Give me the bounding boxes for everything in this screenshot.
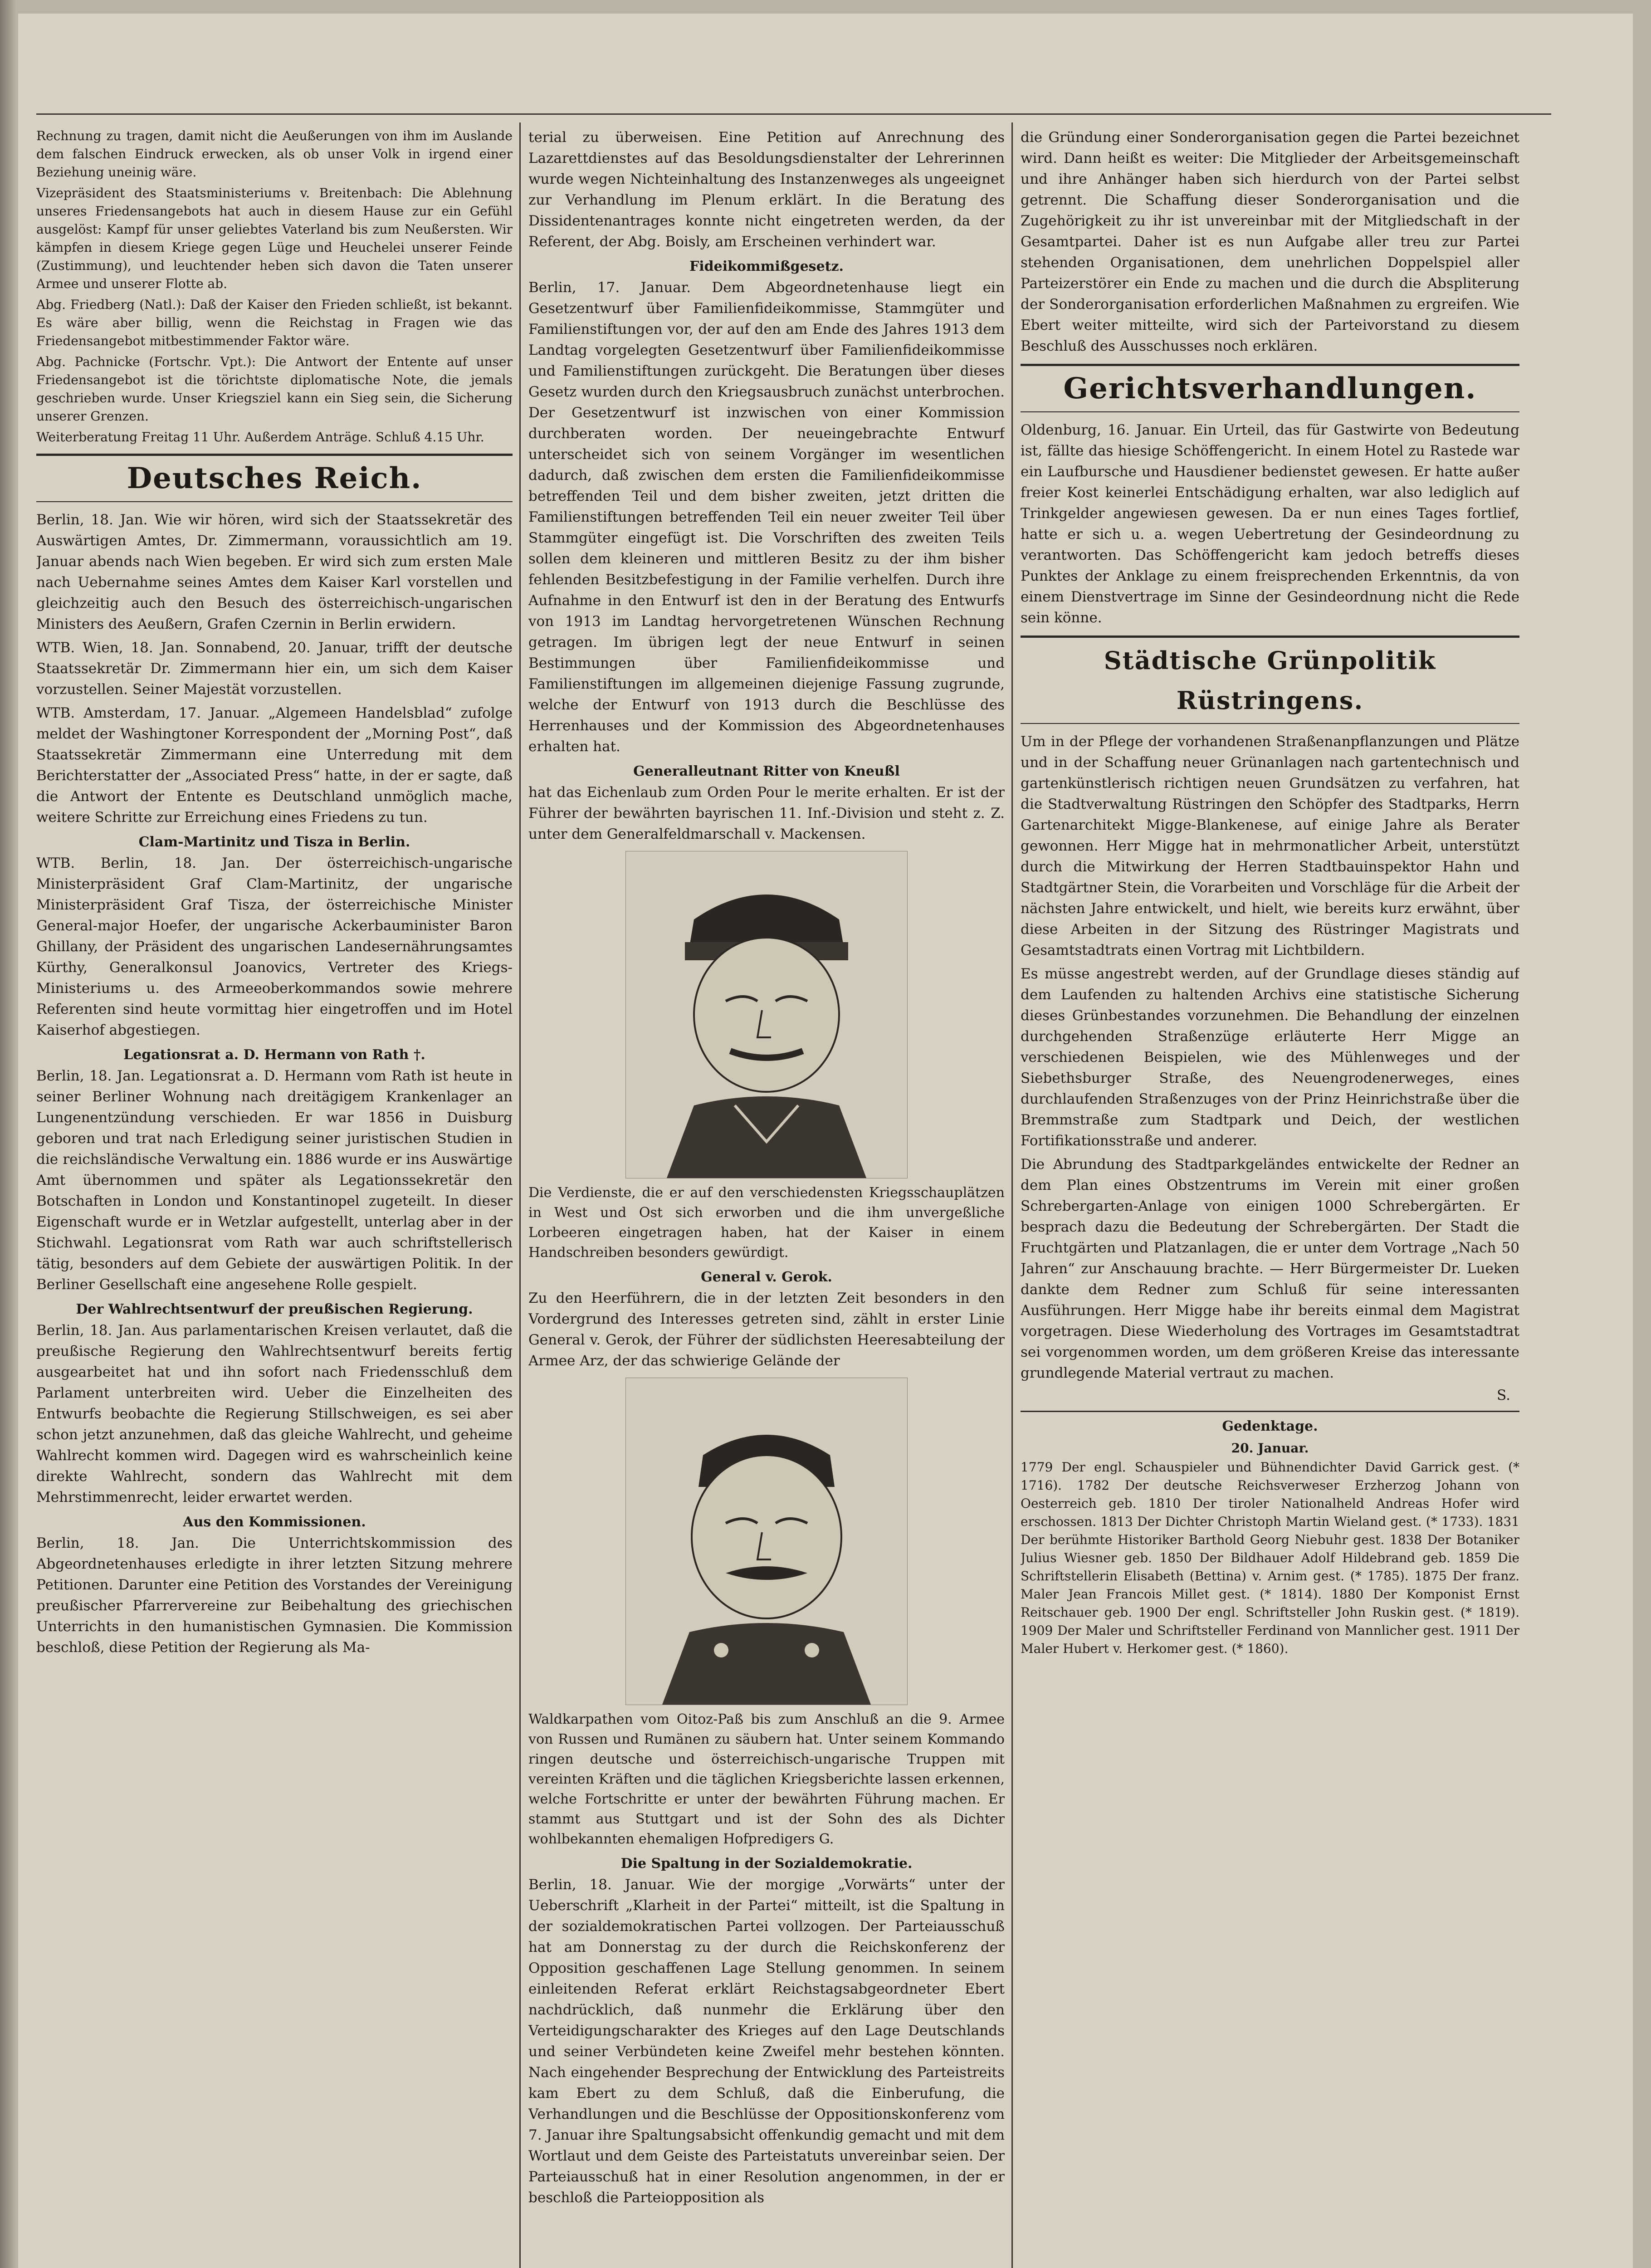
intro-paragraph: Abg. Friedberg (Natl.): Daß der Kaiser den Frieden schließt, ist bekannt. Es wäre aber billig, wenn die Reichstag in Fragen wie das Friedensangebot mitbestimmender Faktor wäre.	[36, 297, 513, 348]
gedenktage-date: 20. Januar.	[1231, 1441, 1309, 1456]
column-3	[1021, 127, 1519, 2268]
section-title-gruenpolitik: Städtische Grünpolitik Rüstringens.	[1104, 646, 1436, 715]
headline-spaltung: Die Spaltung in der Sozialdemokratie.	[620, 1856, 913, 1872]
section-rule	[1021, 364, 1519, 366]
caption-gerok: Waldkarpathen vom Oitoz-Paß bis zum Anschluß an die 9. Armee von Russen und Rumänen zu säubern hat. Unter seinem Kommando ringen deutsche und österreichisch-ungarische Truppen mit vereinten Kräften und die täglichen Kriegsberichte lassen erkennen, welche Fortschritte er unter der bewährten Führung machen. Er stammt aus Stuttgart und ist der Sohn des als Dichter wohlbekannten ehemaligen Hofpredigers G.	[528, 1711, 1005, 1847]
column-rule-2	[1011, 122, 1013, 2268]
portrait-kneussl-illustration	[625, 851, 908, 1178]
article-gericht: Oldenburg, 16. Januar. Ein Urteil, das für Gastwirte von Bedeutung ist, fällte das hiesige Schöffengericht. In einem Hotel zu Rastede war ein Laufbursche und Hausdiener bedienstet gewesen. Er hatte außer freier Kost keinerlei Entschädigung erhalten, war also lediglich auf Trinkgelder angewiesen gewesen. Da er nun eines Tages fortlief, hatte er sich u. a. wegen Uebertretung der Gesindeordnung zu verantworten. Das Schöffengericht kam jedoch betreffs dieses Punktes der Anklage zu einem freisprechenden Erkenntnis, da von einem Dienstvertrage im Sinne der Gesindeordnung nicht die Rede sein könne.	[1021, 422, 1519, 626]
headline-gerok: General v. Gerok.	[701, 1269, 832, 1285]
section-rule	[1021, 1411, 1519, 1412]
article-gruen-paragraph: Um in der Pflege der vorhandenen Straßenanpflanzungen und Plätze und in der Schaffung neuer Grünanlagen nach gartentechnisch und gartenkünstlerisch richtigen neuen Grundsätzen zu verfahren, hat die Stadtverwaltung Rüstringen den Schöpfer des Stadtparks, Herrn Gartenarchitekt Migge-Blankenese, auf einige Jahre als Berater gewonnen. Herr Migge hat in mehrmonatlicher Arbeit, unterstützt durch die Mitwirkung der Herren Stadtbauinspektor Hahn und Stadtgärtner Stein, die Vorarbeiten und Vorschläge für die Arbeit der nächsten Jahre entwickelt, und hielt, wie bereits kurz erwähnt, über diese Arbeiten in der Sitzung des Rüstringer Magistrats und Gesamtstadtrats einen Vortrag mit Lichtbildern.	[1021, 733, 1519, 958]
article-kommissionen: Berlin, 18. Jan. Die Unterrichtskommission des Abgeordnetenhauses erledigte in ihrer letzten Sitzung mehrere Petitionen. Darunter eine Petition des Vorstandes der Vereinigung preußischer Pfarrervereine zur Beibehaltung des griechischen Unterrichts in den humanistischen Gymnasien. Die Kommission beschloß, diese Petition der Regierung als Ma-	[36, 1535, 513, 1656]
article-fideikommiss: Berlin, 17. Januar. Dem Abgeordnetenhause liegt ein Gesetzentwurf über Familienfideikommisse, Stammgüter und Familienstiftungen vor, der auf den am Ende des Jahres 1913 dem Landtag vorgelegten Gesetzentwurf über Familienfideikommisse und Familienstiftungen zurückgeht. Die Beratungen über dieses Gesetz wurden durch den Kriegsausbruch zunächst unterbrochen. Der Gesetzentwurf ist inzwischen von einer Kommission durchberaten worden. Der neueingebrachte Entwurf unterscheidet sich von seinem Vorgänger im wesentlichen dadurch, daß zwischen dem ersten die Familienfideikommisse betreffenden Teil und dem bisher zweiten, jetzt dritten die Familienstiftungen betreffenden Teil ein neuer zweiter Teil über Stammgüter eingefügt ist. Die Vorschriften des zweiten Teils sollen dem kleineren und mittleren Besitz zu der ihm bisher fehlenden Besitzbefestigung in der Familie verhelfen. Durch ihre Aufnahme in den Entwurf ist den in der Beratung des Entwurfs von 1913 im Landtag hervorgetretenen Wünschen Rechnung getragen. Im übrigen legt der neue Entwurf in seinen Bestimmungen über Familienfideikommisse und Familienstiftungen im allgemeinen diejenige Fassung zugrunde, welche der Entwurf von 1913 durch die Beschlüsse des Herrenhauses und der Kommission des Abgeordnetenhauses erhalten hat.	[528, 279, 1005, 755]
intro-paragraph: Rechnung zu tragen, damit nicht die Aeußerungen von ihm im Auslande dem falschen Eindruck erwecken, als ob unser Volk in irgend einer Beziehung uneinig wäre.	[36, 128, 513, 180]
headline-fideikommiss: Fideikommißgesetz.	[689, 259, 844, 274]
portrait-gerok-illustration	[625, 1378, 908, 1705]
article-gruen-paragraph: Die Abrundung des Stadtparkgeländes entwickelte der Redner an dem Plan eines Obstzentrums im Verein mit einer großen Schrebergarten-Anlage von einigen 1000 Schrebergärten. Er besprach dazu die Bedeutung der Schrebergärten. Der Stadt die Fruchtgärten und Platzanlagen, die er unter dem Vortrage „Nach 50 Jahren“ zur Anschauung brachte. — Herr Bürgermeister Dr. Lueken dankte dem Redner zum Schluß für seine interessanten Ausführungen. Herr Migge habe ihr bereits einmal dem Magistrat vorgetragen. Diese Wiederholung des Vortrages im Gesamtstadtrat sei vorgenommen worden, um dem größeren Kreise das interessante grundlegende Material vertraut zu machen.	[1021, 1156, 1519, 1381]
article-berlin: Berlin, 18. Jan. Wie wir hören, wird sich der Staatssekretär des Auswärtigen Amtes, Dr. Zimmermann, voraussichtlich am 19. Januar abends nach Wien begeben. Er wird sich zum ersten Male nach Uebernahme seines Amtes dem Kaiser Karl vorstellen und gleichzeitig auch den Besuch des österreichisch-ungarischen Ministers des Aeußern, Grafen Czernin in Berlin erwidern.	[36, 512, 513, 632]
gedenktage-list: 1779 Der engl. Schauspieler und Bühnendichter David Garrick gest. (* 1716). 1782 Der deutsche Reichsverweser Erzherzog Johann von Oesterreich geb. 1810 Der tiroler Nationalheld Andreas Hofer wird erschossen. 1813 Der Dichter Christoph Martin Wieland gest. (* 1733). 1831 Der berühmte Historiker Barthold Georg Niebuhr gest. 1838 Der Botaniker Julius Wiesner geb. 1850 Der Bildhauer Adolf Hildebrand geb. 1859 Die Schriftstellerin Elisabeth (Bettina) v. Arnim gest. (* 1785). 1875 Der franz. Maler Jean Francois Millet gest. (* 1814). 1880 Der Komponist Ernst Reitschauer geb. 1900 Der engl. Schriftsteller John Ruskin gest. (* 1819). 1909 Der Maler und Schriftsteller Ferdinand von Mannlicher gest. 1911 Der Maler Hubert v. Herkomer gest. (* 1860).	[1021, 1460, 1519, 1656]
caption-kneussl: Die Verdienste, die er auf den verschiedensten Kriegsschauplätzen in West und Ost sich erworben und die ihm unvergeßliche Lorbeeren eingetragen haben, hat der Kaiser in einem Handschreiben besonders gewürdigt.	[528, 1185, 1005, 1261]
section-rule	[36, 454, 513, 456]
column-1	[36, 127, 513, 2268]
article-wtb-amsterdam: WTB. Amsterdam, 17. Januar. „Algemeen Handelsblad“ zufolge meldet der Washingtoner Korrespondent der „Morning Post“, daß Staatssekretär Zimmermann eine Unterredung mit dem Berichterstatter der „Associated Press“ hatte, in der er sagte, daß die Antwort der Entente es Deutschland unmöglich mache, weitere Schritte zur Erreichung eines Friedens zu tun.	[36, 705, 513, 826]
article-signature: S.	[1497, 1387, 1510, 1403]
article-wtb-wien: WTB. Wien, 18. Jan. Sonnabend, 20. Januar, trifft der deutsche Staatssekretär Dr. Zimmermann hier ein, um sich dem Kaiser vorzustellen. Seiner Majestät vorzustellen.	[36, 640, 513, 698]
article-clam-martinitz: WTB. Berlin, 18. Jan. Der österreichisch-ungarische Ministerpräsident Graf Clam-Martinitz, der ungarische Ministerpräsident Graf Tisza, der österreichische Minister General-major Hoefer, der ungarische Ackerbauminister Baron Ghillany, der Präsident des ungarischen Landesernährungsamtes Kürthy, Generalkonsul Joanovics, Vertreter des Kriegs-Ministeriums u. des Armeeoberkommandos sowie mehrere Referenten sind heute vormittag hier eingetroffen und im Hotel Kaiserhof abgestiegen.	[36, 855, 513, 1038]
section-title-deutsches-reich: Deutsches Reich.	[127, 461, 422, 495]
article-rath: Berlin, 18. Jan. Legationsrat a. D. Hermann vom Rath ist heute in seiner Berliner Wohnung nach dreitägigem Krankenlager an Lungenentzündung verschieden. Er war 1856 in Duisburg geboren und trat nach Erledigung seiner juristischen Studien in die reichsländische Verwaltung ein. 1886 wurde er ins Auswärtige Amt übernommen und später als Legationssekretär den Botschaften in London und Konstantinopel zugeteilt. In dieser Eigenschaft wurde er in Wetzlar aufgestellt, unterlag aber in der Stichwahl. Legationsrat vom Rath war auch schriftstellerisch tätig, besonders auf dem Gebiete der auswärtigen Politik. In der Berliner Gesellschaft eine angesehene Rolle gespielt.	[36, 1068, 513, 1293]
top-rule	[36, 113, 1551, 115]
intro-paragraph: Abg. Pachnicke (Fortschr. Vpt.): Die Antwort der Entente auf unser Friedensangebot ist die törichtste diplomatische Note, die jemals geschrieben wurde. Unser Kriegsziel kann ein Sieg sein, die Sicherung unserer Grenzen.	[36, 354, 513, 424]
section-title-gerichtsverhandlungen: Gerichtsverhandlungen.	[1063, 371, 1477, 406]
intro-paragraph: Weiterberatung Freitag 11 Uhr. Außerdem Anträge. Schluß 4.15 Uhr.	[36, 430, 484, 445]
article-gerok: Zu den Heerführern, die in der letzten Zeit besonders in den Vordergrund des Interesses getreten sind, zählt in erster Linie General v. Gerok, der Führer der südlichsten Heeresabteilung der Armee Arz, der das schwierige Gelände der	[528, 1290, 1005, 1369]
headline-clam-martinitz: Clam-Martinitz und Tisza in Berlin.	[138, 834, 410, 850]
article-gruen-paragraph: Es müsse angestrebt werden, auf der Grundlage dieses ständig auf dem Laufenden zu haltenden Archivs eine statistische Sicherung dieses Grünbestandes vorzunehmen. Die Behandlung der einzelnen durchgehenden Straßenzüge erläuterte Herr Migge an verschiedenen Beispielen, wie des Mühlenweges und der Siebethsburger Straße, des Neuengrodenerweges, eines durchlaufenden Straßenzuges von der Prinz Heinrichstraße über die Bremmstraße zum Stadtpark und Deich, der westlichen Fortifikationsstraße und anderer.	[1021, 966, 1519, 1149]
article-spaltung: Berlin, 18. Januar. Wie der morgige „Vorwärts“ unter der Ueberschrift „Klarheit in der Partei“ mitteilt, ist die Spaltung in der sozialdemokratischen Partei vollzogen. Der Parteiausschuß hat am Donnerstag zu der durch die Reichskonferenz der Opposition geschaffenen Lage Stellung genommen. In seinem einleitenden Referat erklärt Reichstagsabgeordneter Ebert nachdrücklich, daß nunmehr die Erklärung über den Verteidigungscharakter des Krieges auf den Lage Deutschlands und seiner Verbündeten keine Zweifel mehr bestehen könnten. Nach eingehender Besprechung der Entwicklung des Parteistreits kam Ebert zu dem Schluß, daß die Einberufung, die Verhandlungen und die Beschlüsse der Oppositionskonferenz vom 7. Januar ihre Spaltungsabsicht offenkundig gemacht und mit dem Wortlaut und dem Geiste des Parteistatuts unvereinbar seien. Der Parteiausschuß hat in einer Resolution angenommen, in der er beschloß die Parteiopposition als	[528, 1877, 1005, 2206]
column-rule-1	[519, 122, 521, 2268]
headline-wahlrecht: Der Wahlrechtsentwurf der preußischen Regierung.	[76, 1301, 473, 1317]
article-kneussl: hat das Eichenlaub zum Orden Pour le merite erhalten. Er ist der Führer der bewährten bayrischen 11. Inf.-Division und steht z. Z. unter dem Generalfeldmarschall v. Mackensen.	[528, 784, 1005, 842]
section-rule-thin	[1021, 411, 1519, 412]
headline-gedenktage: Gedenktage.	[1222, 1418, 1318, 1434]
headline-kneussl: Generalleutnant Ritter von Kneußl	[633, 763, 900, 779]
article-continuation: terial zu überweisen. Eine Petition auf Anrechnung des Lazarettdienstes auf das Besoldungsdienstalter der Lehrerinnen wurde wegen Nichteinhaltung des Instanzenweges als ungeeignet zur Verhandlung im Plenum erklärt. In die Beratung des Dissidentenantrages konnte nicht eingetreten werden, da der Referent, der Abg. Boisly, am Erscheinen verhindert war.	[528, 129, 1005, 250]
article-continuation: die Gründung einer Sonderorganisation gegen die Partei bezeichnet wird. Dann heißt es weiter: Die Mitglieder der Arbeitsgemeinschaft und ihre Anhänger haben sich hierdurch von der Partei selbst getrennt. Die Schaffung dieser Sonderorganisation und die Zugehörigkeit zu ihr ist unvereinbar mit der Mitgliedschaft in der Gesamtpartei. Daher ist es nun Aufgabe aller treu zur Partei stehenden Organisationen, dem unehrlichen Doppelspiel aller Parteizerstörer ein Ende zu machen und die durch die Abspliterung der Sonderorganisation erforderlichen Maßnahmen zu ergreifen. Wie Ebert weiter mitteilte, wird sich der Parteivorstand zu diesem Beschluß des Ausschusses noch erklären.	[1021, 129, 1519, 354]
section-rule-thin	[1021, 723, 1519, 724]
headline-kommissionen: Aus den Kommissionen.	[183, 1514, 366, 1530]
column-2	[528, 127, 1005, 2268]
headline-rath: Legationsrat a. D. Hermann von Rath †.	[123, 1047, 425, 1063]
intro-paragraph: Vizepräsident des Staatsministeriums v. Breitenbach: Die Ablehnung unseres Friedensangebots hat auch in diesem Hause zur ein Gefühl ausgelöst: Kampf für unser geliebtes Vaterland bis zum Neußersten. Wir kämpfen in diesem Kriege gegen Lüge und Heuchelei unserer Feinde (Zustimmung), und leuchtender heben sich davon die Taten unserer Armee und unserer Flotte ab.	[36, 186, 513, 291]
section-rule-thin	[36, 501, 513, 502]
section-rule	[1021, 635, 1519, 638]
page-binding-shadow	[0, 0, 17, 2268]
article-wahlrecht: Berlin, 18. Jan. Aus parlamentarischen Kreisen verlautet, daß die preußische Regierung den Wahlrechtsentwurf bereits fertig ausgearbeitet hat und ihn sofort nach Friedensschluß dem Parlament unterbreiten wird. Ueber die Einzelheiten des Entwurfs beobachte die Regierung Stillschweigen, es sei aber schon jetzt anzunehmen, daß das gleiche Wahlrecht, und geheime Wahlrecht kommen wird. Dagegen wird es wahrscheinlich keine direkte Wahlrecht, sondern das Wahlrecht mit dem Mehrstimmenrecht, leider erwartet werden.	[36, 1322, 513, 1505]
